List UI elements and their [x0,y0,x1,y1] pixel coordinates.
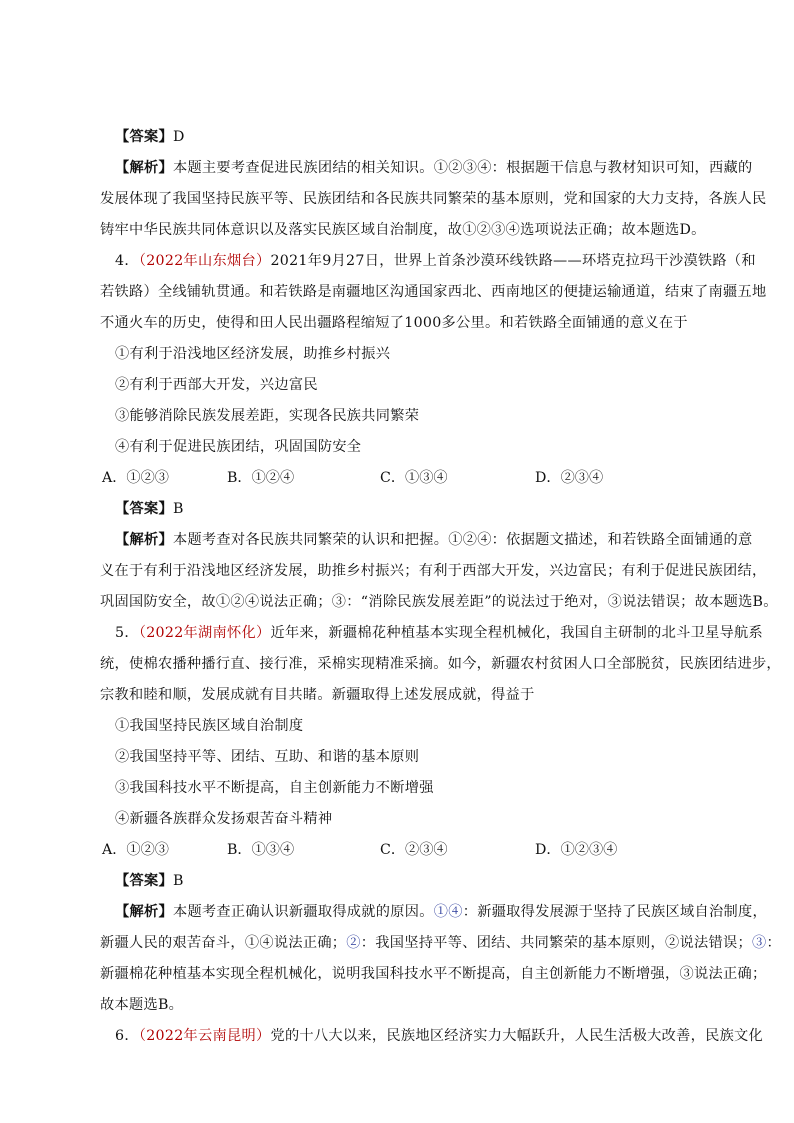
q4-item-1: ①有利于沿浅地区经济发展，助推乡村振兴 [115,346,391,362]
q4-stem-line-3: 不通火车的历史，使得和田人民出疆路程缩短了1000多公里。和若铁路全面铺通的意义在于 [100,315,688,331]
q5-item-1: ①我国坚持民族区域自治制度 [115,718,304,734]
q4-stem-line-2: 若铁路）全线铺轨贯通。和若铁路是南疆地区沟通国家西北、西南地区的便捷运输通道，结束了南疆五地 [100,284,767,300]
q4-answer [115,499,184,519]
question-number: 5． [115,625,139,641]
analysis-tag: 【解析】 [115,532,173,548]
q4-analysis-line-2: 义在于有利于沿浅地区经济发展，助推乡村振兴；有利于西部大开发，兴边富民；有利于促进民族团结， [100,563,767,579]
analysis-tag: 【解析】 [115,904,173,920]
q5-analysis-line-3: 新疆棉花种植基本实现全程机械化，说明我国科技水平不断提高，自主创新能力不断增强，③说法正确； [100,966,767,982]
q5-analysis-line-2: 新疆人民的艰苦奋斗，①④说法正确；②：我国坚持平等、团结、共同繁荣的基本原则，②说法错误；③： [100,935,781,951]
q3-analysis-line-3: 铸牢中华民族共同体意识以及落实民族区域自治制度，故①②③④选项说法正确；故本题选D。 [100,222,706,238]
analysis-tag: 【解析】 [115,160,173,176]
q5-analysis-line-4: 故本题选B。 [100,997,184,1013]
q5-stem-line-2: 统，使棉农播种播行直、接行准，采棉实现精准采摘。如今，新疆农村贫困人口全部脱贫，民族团结进步， [100,656,781,672]
q5-item-4: ④新疆各族群众发扬艰苦奋斗精神 [115,811,333,827]
answer-tag: 【答案】 [115,873,173,889]
question-number: 6． [115,1028,139,1044]
q4-item-2: ②有利于西部大开发，兴边富民 [115,377,318,393]
q4-analysis-line-1: 【解析】本题考查对各民族共同繁荣的认识和把握。①②④：依据题文描述，和若铁路全面铺通的意 [115,532,753,548]
answer-tag: 【答案】 [115,129,173,145]
q4-item-3: ③能够消除民族发展差距，实现各民族共同繁荣 [115,408,420,424]
q4-option-b: B．①②④ [227,470,295,486]
q4-stem-line-1: 4．（2022年山东烟台）2021年9月27日，世界上首条沙漠环线铁路——环塔克拉玛干沙漠铁路（和 [115,253,756,269]
answer-value: B [172,501,184,517]
q3-analysis-line-1: 【解析】本题主要考查促进民族团结的相关知识。①②③④：根据题干信息与教材知识可知，西藏的 [115,160,753,176]
q5-item-3: ③我国科技水平不断提高，自主创新能力不断增强 [115,780,434,796]
q4-option-d: D．②③④ [535,470,604,486]
q3-analysis-line-2: 发展体现了我国坚持民族平等、民族团结和各民族共同繁荣的基本原则，党和国家的大力支持，各族人民 [100,191,767,207]
q4-analysis-line-3: 巩固国防安全，故①②④说法正确；③：“消除民族发展差距”的说法过于绝对，③说法错误；故本题选B。 [100,594,778,610]
answer-value: B [172,873,184,889]
q5-option-a: A．①②③ [102,842,169,858]
answer-tag: 【答案】 [115,501,173,517]
q6-stem-line-1: 6．（2022年云南昆明）党的十八大以来，民族地区经济实力大幅跃升，人民生活极大改善，民族文化 [115,1028,764,1044]
q4-option-c: C．①③④ [380,470,448,486]
q5-analysis-line-1: 【解析】本题考查正确认识新疆取得成就的原因。①④：新疆取得发展源于坚持了民族区域自治制度， [115,904,767,920]
q5-answer [115,871,184,891]
question-number: 4． [115,253,139,269]
q3-answer [115,127,185,147]
q4-option-a: A．①②③ [102,470,169,486]
answer-value: D [172,129,185,145]
q5-option-b: B．①③④ [227,842,295,858]
q5-option-d: D．①②③④ [535,842,618,858]
q4-item-4: ④有利于促进民族团结，巩固国防安全 [115,439,362,455]
q5-option-c: C．②③④ [380,842,448,858]
question-source: （2022年云南昆明） [138,1028,271,1044]
question-source: （2022年山东烟台） [138,253,271,269]
q5-item-2: ②我国坚持平等、团结、互助、和谐的基本原则 [115,749,420,765]
q5-stem-line-1: 5．（2022年湖南怀化）近年来，新疆棉花种植基本实现全程机械化，我国自主研制的北斗卫星导航系 [115,625,764,641]
q5-stem-line-3: 宗教和睦和顺，发展成就有目共睹。新疆取得上述发展成就，得益于 [100,687,535,703]
question-source: （2022年湖南怀化） [138,625,271,641]
